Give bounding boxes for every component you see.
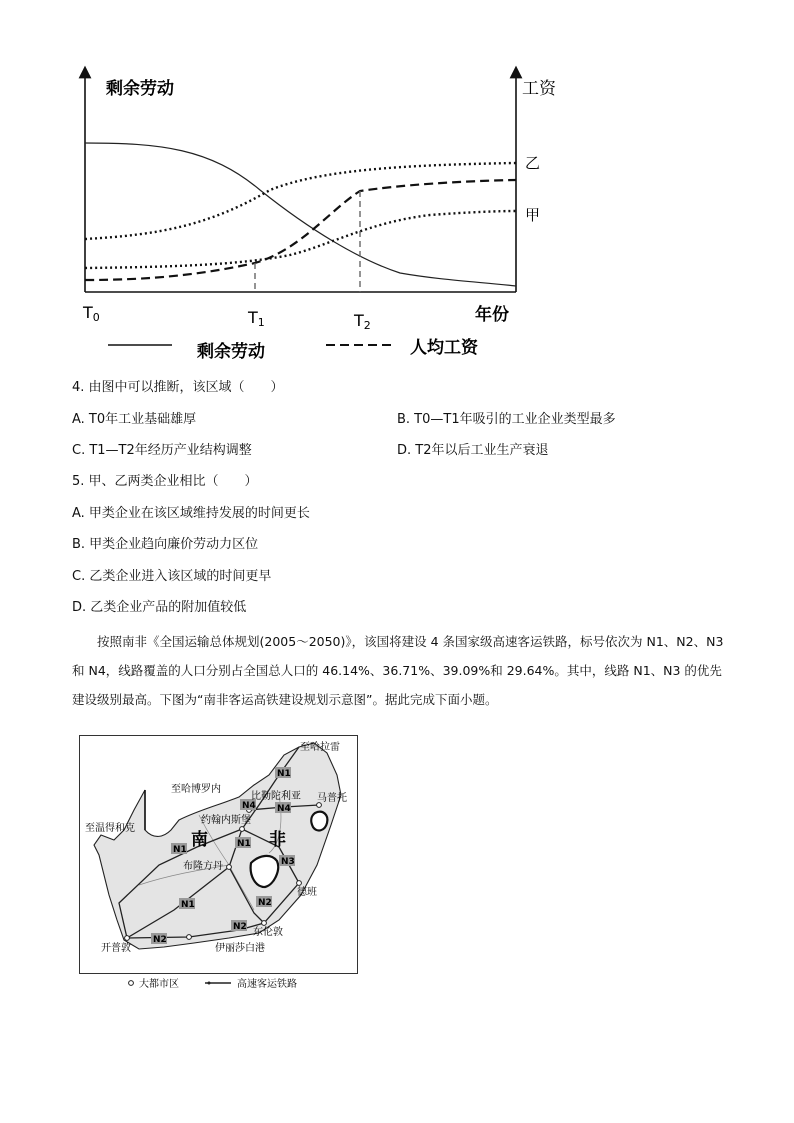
q5-option-d: D. 乙类企业产品的附加值较低 <box>72 600 247 615</box>
curve-jia <box>85 211 516 268</box>
tick-t0: T0 <box>83 303 100 324</box>
svg-text:N2: N2 <box>233 922 247 932</box>
east-london-dot <box>262 921 267 926</box>
country-label-1: 南 <box>191 830 208 850</box>
svg-text:N2: N2 <box>258 898 272 908</box>
label-port-elizabeth: 伊丽莎白港 <box>215 943 265 954</box>
eswatini-enclave <box>311 812 327 831</box>
svg-text:N3: N3 <box>281 857 295 867</box>
port-elizabeth-dot <box>187 935 192 940</box>
surplus-labour-curve <box>85 143 516 286</box>
svg-text:N1: N1 <box>277 769 291 779</box>
legend-solid-label: 剩余劳动 <box>197 342 265 362</box>
legend-rail-label: 高速客运铁路 <box>237 979 297 990</box>
svg-text:N1: N1 <box>181 900 195 910</box>
label-pretoria: 比勒陀利亚 <box>251 791 301 802</box>
left-axis-label: 剩余劳动 <box>106 79 174 99</box>
curve-yi-label: 乙 <box>525 154 541 172</box>
tick-t1: T1 <box>248 308 265 329</box>
label-cape-town: 开普敦 <box>101 943 131 954</box>
q4-option-b: B. T0—T1年吸引的工业企业类型最多 <box>397 412 616 427</box>
curve-yi <box>85 163 516 239</box>
q4-option-d: D. T2年以后工业生产衰退 <box>397 443 549 458</box>
bloemfontein-dot <box>227 865 232 870</box>
question-4-stem: 4. 由图中可以推断，该区域（ ） <box>72 380 284 395</box>
label-windhoek: 至温得和克 <box>85 823 135 834</box>
question-5-stem: 5. 甲、乙两类企业相比（ ） <box>72 474 258 489</box>
average-wage-curve <box>85 180 516 280</box>
label-johannesburg: 约翰内斯堡 <box>201 815 251 826</box>
q5-option-a: A. 甲类企业在该区域维持发展的时间更长 <box>72 506 310 521</box>
x-axis-label: 年份 <box>475 305 509 325</box>
svg-text:N4: N4 <box>242 801 256 811</box>
svg-text:N1: N1 <box>237 839 251 849</box>
label-gaborone: 至哈博罗内 <box>171 784 221 795</box>
cape-town-dot <box>125 936 130 941</box>
south-africa-rail-map <box>79 735 359 995</box>
label-harare: 至哈拉雷 <box>300 742 340 753</box>
label-durban: 德班 <box>297 887 317 898</box>
label-east-london: 东伦敦 <box>253 927 283 938</box>
intro-paragraph: 按照南非《全国运输总体规划(2005～2050)》，该国将建设 4 条国家级高速客运铁路，标号依次为 N1、N2、N3 和 N4，线路覆盖的人口分别占全国总人口的 46.14%、36.71%、39.09%和 29.64%。其中，线路 N1、N3 的优先建设级别最高。下图为“南非客运高铁建设规划示意图”。据此完成下面小题。 <box>72 634 724 707</box>
q5-option-c: C. 乙类企业进入该区域的时间更早 <box>72 569 272 584</box>
svg-text:N1: N1 <box>173 845 187 855</box>
legend-city-label: 大都市区 <box>139 979 179 990</box>
johannesburg-dot <box>240 827 245 832</box>
label-bloemfontein: 布隆方丹 <box>183 861 223 872</box>
legend-dashed-label: 人均工资 <box>410 338 478 358</box>
legend-city-symbol <box>129 981 134 986</box>
durban-dot <box>297 881 302 886</box>
country-label-2: 非 <box>269 830 286 850</box>
svg-text:N4: N4 <box>277 804 291 814</box>
labour-wage-chart <box>70 60 570 370</box>
curve-jia-label: 甲 <box>525 206 541 224</box>
q4-option-a: A. T0年工业基础雄厚 <box>72 412 197 427</box>
svg-text:N2: N2 <box>153 935 167 945</box>
right-axis-label: 工资 <box>522 79 556 99</box>
q4-option-c: C. T1—T2年经历产业结构调整 <box>72 443 252 458</box>
label-maputo: 马普托 <box>317 793 347 804</box>
tick-t2: T2 <box>354 311 371 332</box>
q5-option-b: B. 甲类企业趋向廉价劳动力区位 <box>72 537 259 552</box>
